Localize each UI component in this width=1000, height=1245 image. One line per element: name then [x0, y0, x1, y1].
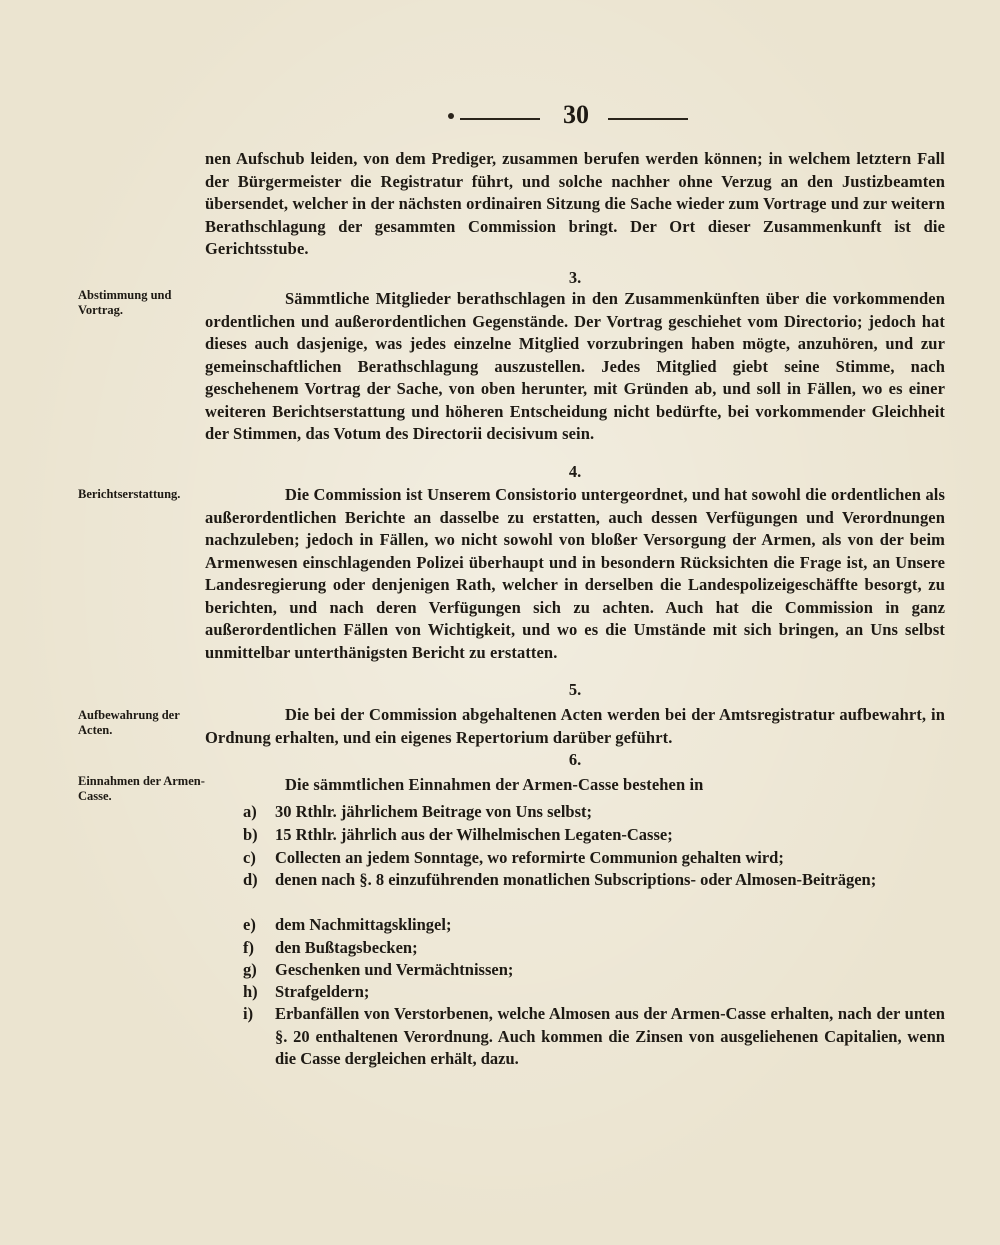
- paragraph-continuation: nen Aufschub leiden, von dem Prediger, zusammen berufen werden können; in welchem letztern Fall der Bürgermeister die Registratur führt, und solche nachher ohne Verzug an den Justizbeamten übersendet, welcher in der nächsten ordinairen Sitzung die Sache wieder zum Vortrage und zur weitern Berathschlagung der gesammten Commission bringt. Der Ort dieser Zusammenkunft ist die Gerichtsstube.: [205, 149, 945, 258]
- section-number-6: 6.: [568, 750, 582, 769]
- margin-note-aufbewahrung: Aufbewahrung der Acten.: [78, 708, 180, 737]
- list-item-text: Erbanfällen von Verstorbenen, welche Almosen aus der Armen-Casse erhalten, nach der unten §. 20 enthaltenen Verordnung. Auch kommen die Zinsen von ausgeliehenen Capitalien, wenn die Casse dergleichen erhält, dazu.: [275, 1004, 945, 1068]
- list-item-label: d): [243, 870, 258, 889]
- list-item-label: h): [243, 982, 258, 1001]
- paragraph-section-3: Sämmtliche Mitglieder berathschlagen in den Zusammenkünften über die vorkommenden ordentlichen und außerordentlichen Gegenstände. Der Vortrag geschiehet vom Directorio; jedoch hat dieses auch dasjenige, was jedes einzelne Mitglied vorzubringen haben mögte, anzuhören, und zur gemeinschaftlichen Berathschlagung auszustellen. Jedes Mitglied giebt seine Stimme, nach geschehenem Vortrag der Sache, von oben herunter, mit Gründen ab, und soll in Fällen, wo es einer weiteren Berichtserstattung und höheren Entscheidung nicht bedürfte, bei vorkommender Gleichheit der Stimmen, das Votum des Directorii decisivum sein.: [205, 289, 945, 443]
- list-item-text: dem Nachmittagsklingel;: [275, 915, 452, 934]
- list-item-label: a): [243, 802, 257, 821]
- margin-note-abstimmung: Abstimmung und Vortrag.: [78, 288, 172, 317]
- paragraph-section-4: Die Commission ist Unserem Consistorio untergeordnet, und hat sowohl die ordentlichen als außerordentlichen Berichte an dasselbe zu erstatten, auch dessen Verfügungen und Verordnungen nachzuleben; jedoch in Fällen, wo nicht sowohl von bloßer Versorgung der Armen, als von der beim Armenwesen einschlagenden Polizei überhaupt und in besondern Rücksichten die Frage ist, an Unsere Landesregierung oder denjenigen Rath, welcher in derselben die Landespolizeigeschäffte besorgt, zu berichten, und nach deren Verfügungen sich zu achten. Auch hat die Commission in ganz außerordentlichen Fällen von Wichtigkeit, und wo es die Umstände mit sich bringen, an Uns selbst unmittelbar unterthänigsten Bericht zu erstatten.: [205, 485, 945, 662]
- list-item-text: 30 Rthlr. jährlichem Beitrage von Uns selbst;: [275, 802, 592, 821]
- paragraph-section-6: Die sämmtlichen Einnahmen der Armen-Casse bestehen in: [285, 775, 704, 794]
- list-item-text: denen nach §. 8 einzuführenden monatlichen Subscriptions- oder Almosen-Beiträgen;: [275, 870, 877, 889]
- list-item-label: e): [243, 915, 256, 934]
- section-number-4: 4.: [568, 462, 582, 481]
- page-header: [448, 100, 698, 130]
- list-item-text: 15 Rthlr. jährlich aus der Wilhelmischen Legaten-Casse;: [275, 825, 673, 844]
- list-item-label: f): [243, 938, 254, 957]
- list-item-label: i): [243, 1004, 254, 1023]
- list-item-text: den Bußtagsbecken;: [275, 938, 418, 957]
- page-number: 30: [563, 100, 589, 129]
- list-item-text: Strafgeldern;: [275, 982, 370, 1001]
- header-rule-left: [460, 118, 540, 120]
- section-number-3: 3.: [568, 268, 582, 287]
- margin-note-berichtserstattung: Berichtserstattung.: [78, 487, 181, 501]
- section-number-5: 5.: [568, 680, 582, 699]
- list-item-label: b): [243, 825, 258, 844]
- list-item-text: Collecten an jedem Sonntage, wo reformirte Communion gehalten wird;: [275, 848, 784, 867]
- margin-note-einnahmen: Einnahmen der Armen-Casse.: [78, 774, 205, 803]
- paragraph-section-5: Die bei der Commission abgehaltenen Acten werden bei der Amtsregistratur aufbewahrt, in Ordnung erhalten, und ein eigenes Repertorium darüber geführt.: [205, 705, 945, 747]
- list-item-label: c): [243, 848, 256, 867]
- list-item-text: Geschenken und Vermächtnissen;: [275, 960, 514, 979]
- header-rule-right: [608, 118, 688, 120]
- header-dot: [448, 113, 454, 119]
- list-item-label: g): [243, 960, 257, 979]
